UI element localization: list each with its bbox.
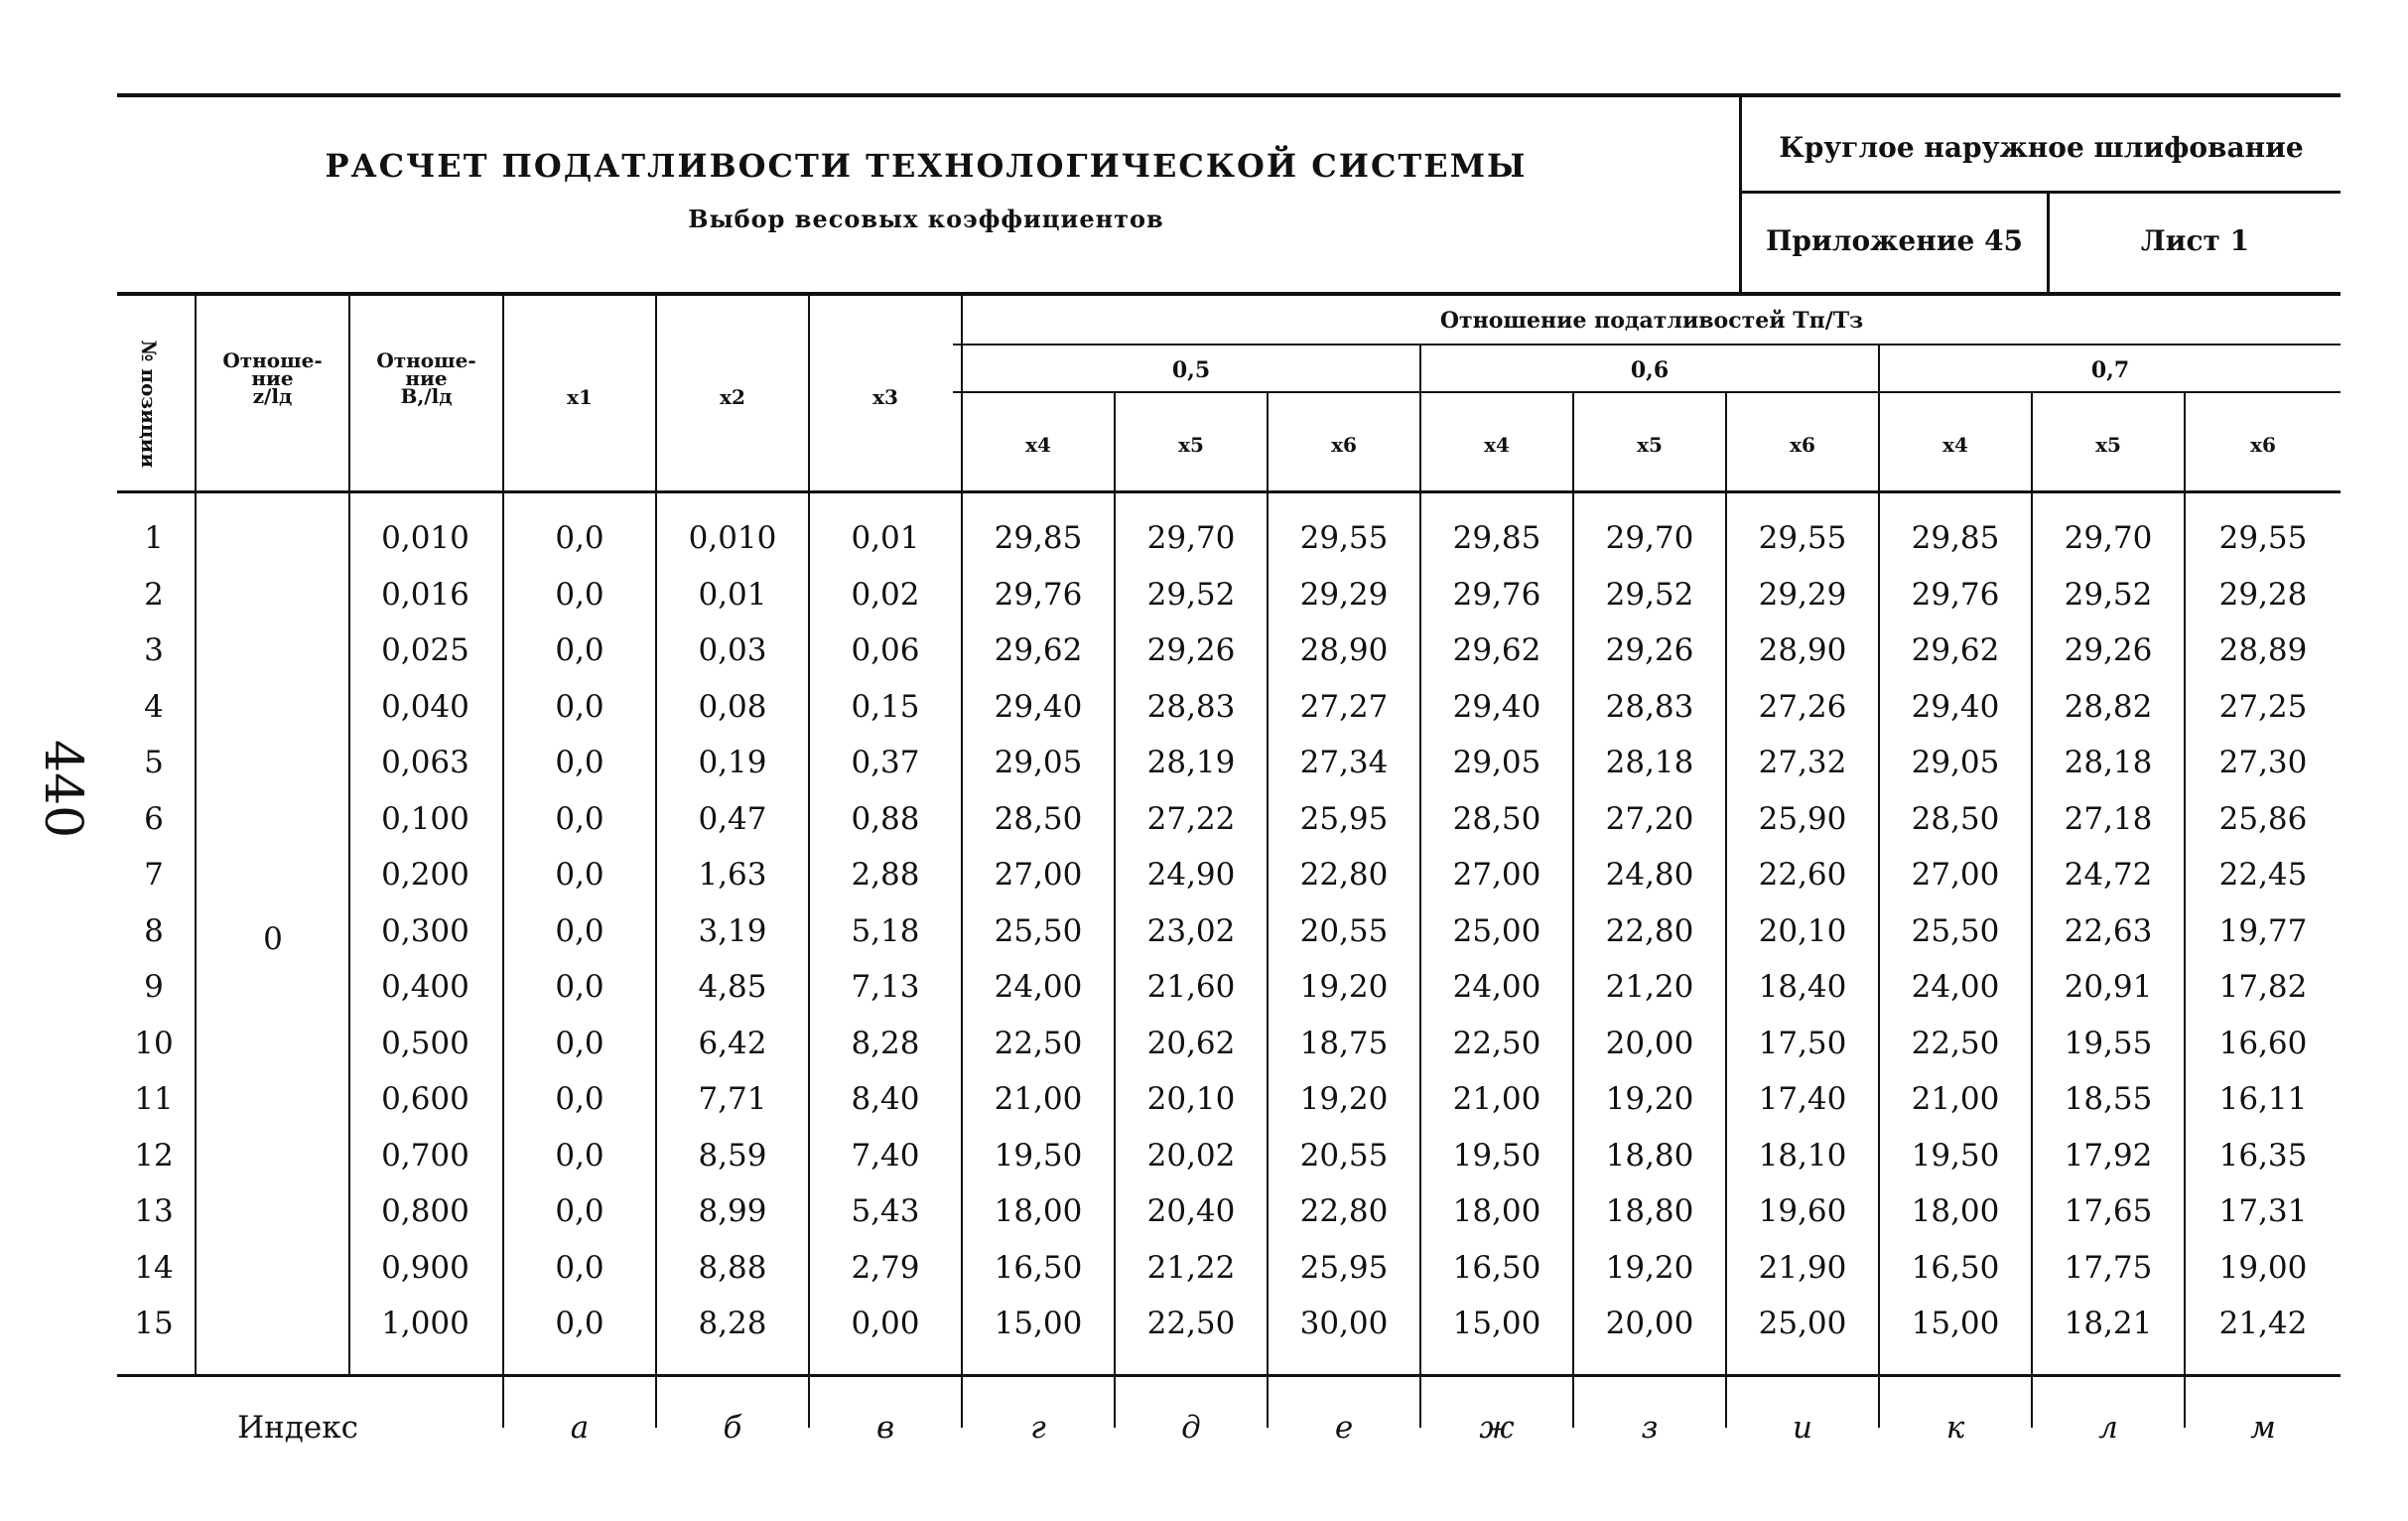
table-cell: 29,76 xyxy=(994,577,1083,613)
table-cell: 0,0 xyxy=(555,1081,604,1117)
table-cell: 17,31 xyxy=(2218,1193,2308,1229)
table-cell: 4,85 xyxy=(698,969,767,1005)
index-letter: г xyxy=(1030,1410,1046,1446)
table-cell: 0,01 xyxy=(698,577,767,613)
table-cell: 0,0 xyxy=(555,632,604,668)
table-cell: 17,50 xyxy=(1758,1026,1847,1061)
index-letter: д xyxy=(1181,1410,1201,1446)
table-cell: 0,08 xyxy=(698,689,767,725)
table-cell: 0,010 xyxy=(688,520,777,556)
table-cell: 29,85 xyxy=(1911,520,2000,556)
table-cell: 20,00 xyxy=(1605,1306,1694,1341)
table-cell: 29,28 xyxy=(2218,577,2308,613)
table-top-rule xyxy=(117,292,2341,296)
table-cell: 21,20 xyxy=(1605,969,1694,1005)
table-cell: 27,22 xyxy=(1146,801,1236,837)
table-cell: 29,85 xyxy=(1452,520,1541,556)
index-letter: и xyxy=(1793,1410,1812,1446)
process-name: Круглое наружное шлифование xyxy=(1779,131,2304,164)
table-cell: 29,52 xyxy=(2064,577,2153,613)
table-cell: 0,010 xyxy=(381,520,469,556)
table-cell: 20,55 xyxy=(1299,913,1389,949)
table-cell: 19,77 xyxy=(2218,913,2308,949)
index-label: Индекс xyxy=(237,1410,358,1446)
table-cell: 18,80 xyxy=(1605,1138,1694,1174)
table-cell: 0,500 xyxy=(381,1026,469,1061)
table-cell: 24,80 xyxy=(1605,857,1694,893)
table-cell: 28,50 xyxy=(994,801,1083,837)
table-cell: 25,86 xyxy=(2218,801,2308,837)
g3-x4-header: x4 xyxy=(1942,433,1968,457)
table-cell: 16,50 xyxy=(1452,1250,1541,1286)
table-cell: 28,18 xyxy=(1605,745,1694,780)
table-cell: 8,40 xyxy=(851,1081,920,1117)
table-cell: 0,400 xyxy=(381,969,469,1005)
table-cell: 28,83 xyxy=(1605,689,1694,725)
table-cell: 27,34 xyxy=(1299,745,1389,780)
header-bottom-rule xyxy=(117,490,2341,493)
index-letter: л xyxy=(2098,1410,2118,1446)
table-cell: 7,71 xyxy=(698,1081,767,1117)
table-cell: 29,62 xyxy=(1911,632,2000,668)
table-cell: 29,26 xyxy=(1605,632,1694,668)
table-cell: 0,016 xyxy=(381,577,469,613)
table-cell: 0,0 xyxy=(555,857,604,893)
table-cell: 0,0 xyxy=(555,1250,604,1286)
table-cell: 28,89 xyxy=(2218,632,2308,668)
table-cell: 29,40 xyxy=(1452,689,1541,725)
table-cell: 25,95 xyxy=(1299,1250,1389,1286)
table-cell: 27,26 xyxy=(1758,689,1847,725)
table-cell: 29,40 xyxy=(994,689,1083,725)
table-cell: 29,55 xyxy=(2218,520,2308,556)
table-cell: 27,20 xyxy=(1605,801,1694,837)
g3-x6-header: x6 xyxy=(2250,433,2276,457)
g1-x5-header: x5 xyxy=(1178,433,1204,457)
table-cell: 5,18 xyxy=(851,913,920,949)
table-cell: 21,00 xyxy=(994,1081,1083,1117)
table-cell: 0,0 xyxy=(555,801,604,837)
index-letter: м xyxy=(2250,1410,2276,1446)
table-cell: 20,00 xyxy=(1605,1026,1694,1061)
table-cell: 0,100 xyxy=(381,801,469,837)
group-0-5: 0,5 xyxy=(1171,357,1211,383)
table-cell: 28,83 xyxy=(1146,689,1236,725)
g1-x4-header: x4 xyxy=(1025,433,1051,457)
table-cell: 17,92 xyxy=(2064,1138,2153,1174)
top-rule xyxy=(117,93,2341,97)
table-cell: 29,29 xyxy=(1758,577,1847,613)
table-cell: 18,21 xyxy=(2064,1306,2153,1341)
table-cell: 29,26 xyxy=(1146,632,1236,668)
table-cell: 0,06 xyxy=(851,632,920,668)
table-cell: 16,60 xyxy=(2218,1026,2308,1061)
table-cell: 29,55 xyxy=(1758,520,1847,556)
table-cell: 0,03 xyxy=(698,632,767,668)
table-cell: 0,15 xyxy=(851,689,920,725)
table-cell: 29,76 xyxy=(1911,577,2000,613)
x3-header: x3 xyxy=(872,385,898,409)
table-cell: 18,80 xyxy=(1605,1193,1694,1229)
table-cell: 7,40 xyxy=(851,1138,920,1174)
table-cell: 0,300 xyxy=(381,913,469,949)
page-subtitle: Выбор весовых коэффициентов xyxy=(688,205,1164,233)
table-cell: 27,18 xyxy=(2064,801,2153,837)
table-cell: 18,10 xyxy=(1758,1138,1847,1174)
table-cell: 8,99 xyxy=(698,1193,767,1229)
table-cell: 27,32 xyxy=(1758,745,1847,780)
table-cell: 30,00 xyxy=(1299,1306,1389,1341)
table-cell: 18,55 xyxy=(2064,1081,2153,1117)
header-divider xyxy=(1739,97,1742,292)
table-cell: 0,0 xyxy=(555,689,604,725)
table-cell: 19,00 xyxy=(2218,1250,2308,1286)
group-0-7: 0,7 xyxy=(2090,357,2130,383)
row-number: 13 xyxy=(134,1193,174,1229)
table-cell: 18,00 xyxy=(1911,1193,2000,1229)
table-cell: 29,05 xyxy=(994,745,1083,780)
row-number: 10 xyxy=(134,1026,174,1061)
table-cell: 22,60 xyxy=(1758,857,1847,893)
table-cell: 22,50 xyxy=(1146,1306,1236,1341)
g2-x5-header: x5 xyxy=(1637,433,1663,457)
g2-x6-header: x6 xyxy=(1790,433,1815,457)
index-letter: ж xyxy=(1479,1410,1515,1446)
table-cell: 20,40 xyxy=(1146,1193,1236,1229)
table-cell: 20,55 xyxy=(1299,1138,1389,1174)
table-cell: 16,50 xyxy=(994,1250,1083,1286)
z-ratio-header: Отноше- ние z/lд xyxy=(222,348,323,408)
table-cell: 21,60 xyxy=(1146,969,1236,1005)
appendix-label: Приложение 45 xyxy=(1765,224,2024,257)
table-cell: 28,82 xyxy=(2064,689,2153,725)
subgroup-rule xyxy=(953,391,2341,393)
table-cell: 0,0 xyxy=(555,969,604,1005)
g2-x4-header: x4 xyxy=(1484,433,1510,457)
index-letter: а xyxy=(570,1410,590,1446)
table-bottom-rule xyxy=(117,1374,2341,1377)
table-cell: 29,29 xyxy=(1299,577,1389,613)
table-cell: 23,02 xyxy=(1146,913,1236,949)
table-cell: 16,11 xyxy=(2218,1081,2308,1117)
table-cell: 8,28 xyxy=(851,1026,920,1061)
table-cell: 29,52 xyxy=(1146,577,1236,613)
compliance-ratio-header: Отношение податливостей Tп/Tз xyxy=(1439,308,1864,334)
page-number: 440 xyxy=(33,740,92,839)
z-ratio-value: 0 xyxy=(263,921,283,957)
table-cell: 21,00 xyxy=(1452,1081,1541,1117)
table-cell: 29,85 xyxy=(994,520,1083,556)
table-cell: 19,50 xyxy=(1452,1138,1541,1174)
x2-header: x2 xyxy=(720,385,745,409)
table-cell: 20,02 xyxy=(1146,1138,1236,1174)
table-cell: 27,00 xyxy=(994,857,1083,893)
table-cell: 2,79 xyxy=(851,1250,920,1286)
table-cell: 22,50 xyxy=(1452,1026,1541,1061)
table-cell: 25,90 xyxy=(1758,801,1847,837)
table-cell: 0,01 xyxy=(851,520,920,556)
row-number: 7 xyxy=(144,857,164,893)
row-number: 15 xyxy=(134,1306,174,1341)
table-cell: 18,75 xyxy=(1299,1026,1389,1061)
table-cell: 20,91 xyxy=(2064,969,2153,1005)
group-0-6: 0,6 xyxy=(1630,357,1670,383)
table-cell: 0,88 xyxy=(851,801,920,837)
g1-x6-header: x6 xyxy=(1331,433,1357,457)
table-cell: 18,00 xyxy=(994,1193,1083,1229)
row-number: 5 xyxy=(144,745,164,780)
table-cell: 29,76 xyxy=(1452,577,1541,613)
table-cell: 0,800 xyxy=(381,1193,469,1229)
table-cell: 24,00 xyxy=(1452,969,1541,1005)
table-cell: 0,19 xyxy=(698,745,767,780)
table-cell: 17,82 xyxy=(2218,969,2308,1005)
table-cell: 15,00 xyxy=(1452,1306,1541,1341)
table-cell: 3,19 xyxy=(698,913,767,949)
table-cell: 28,18 xyxy=(2064,745,2153,780)
table-cell: 27,00 xyxy=(1911,857,2000,893)
table-cell: 28,90 xyxy=(1299,632,1389,668)
table-cell: 0,025 xyxy=(381,632,469,668)
table-cell: 21,00 xyxy=(1911,1081,2000,1117)
table-cell: 16,50 xyxy=(1911,1250,2000,1286)
table-cell: 20,10 xyxy=(1146,1081,1236,1117)
table-cell: 0,02 xyxy=(851,577,920,613)
table-cell: 0,0 xyxy=(555,577,604,613)
table-cell: 0,600 xyxy=(381,1081,469,1117)
table-cell: 0,0 xyxy=(555,1026,604,1061)
table-cell: 0,700 xyxy=(381,1138,469,1174)
table-cell: 29,62 xyxy=(1452,632,1541,668)
x1-header: x1 xyxy=(567,385,593,409)
table-cell: 19,20 xyxy=(1605,1081,1694,1117)
table-cell: 28,50 xyxy=(1911,801,2000,837)
table-cell: 19,20 xyxy=(1299,1081,1389,1117)
table-cell: 8,59 xyxy=(698,1138,767,1174)
table-cell: 27,00 xyxy=(1452,857,1541,893)
row-number: 8 xyxy=(144,913,164,949)
b-ratio-header: Отноше- ние B,/lд xyxy=(376,348,476,408)
table-cell: 19,20 xyxy=(1299,969,1389,1005)
page-title: РАСЧЕТ ПОДАТЛИВОСТИ ТЕХНОЛОГИЧЕСКОЙ СИСТЕМЫ xyxy=(325,147,1528,185)
table-cell: 25,00 xyxy=(1758,1306,1847,1341)
table-cell: 19,55 xyxy=(2064,1026,2153,1061)
table-cell: 5,43 xyxy=(851,1193,920,1229)
table-cell: 25,50 xyxy=(994,913,1083,949)
table-cell: 0,0 xyxy=(555,520,604,556)
table-cell: 18,40 xyxy=(1758,969,1847,1005)
table-cell: 0,200 xyxy=(381,857,469,893)
table-cell: 1,63 xyxy=(698,857,767,893)
table-cell: 2,88 xyxy=(851,857,920,893)
table-cell: 28,19 xyxy=(1146,745,1236,780)
table-cell: 29,70 xyxy=(1146,520,1236,556)
table-cell: 28,90 xyxy=(1758,632,1847,668)
table-cell: 25,95 xyxy=(1299,801,1389,837)
index-letter: б xyxy=(723,1410,742,1446)
table-cell: 0,0 xyxy=(555,913,604,949)
table-cell: 15,00 xyxy=(994,1306,1083,1341)
table-cell: 29,62 xyxy=(994,632,1083,668)
table-cell: 0,00 xyxy=(851,1306,920,1341)
table-cell: 20,62 xyxy=(1146,1026,1236,1061)
row-number: 1 xyxy=(144,520,164,556)
table-cell: 28,50 xyxy=(1452,801,1541,837)
table-cell: 24,72 xyxy=(2064,857,2153,893)
index-letter: е xyxy=(1334,1410,1354,1446)
table-cell: 22,80 xyxy=(1605,913,1694,949)
table-cell: 0,0 xyxy=(555,1306,604,1341)
table-cell: 29,55 xyxy=(1299,520,1389,556)
table-cell: 0,040 xyxy=(381,689,469,725)
table-cell: 24,00 xyxy=(1911,969,2000,1005)
table-cell: 29,05 xyxy=(1911,745,2000,780)
table-cell: 29,52 xyxy=(1605,577,1694,613)
row-number: 2 xyxy=(144,577,164,613)
table-cell: 7,13 xyxy=(851,969,920,1005)
table-cell: 17,40 xyxy=(1758,1081,1847,1117)
table-cell: 17,65 xyxy=(2064,1193,2153,1229)
table-cell: 27,25 xyxy=(2218,689,2308,725)
table-cell: 25,50 xyxy=(1911,913,2000,949)
row-number: 12 xyxy=(134,1138,174,1174)
table-cell: 29,26 xyxy=(2064,632,2153,668)
table-cell: 0,0 xyxy=(555,745,604,780)
table-cell: 29,70 xyxy=(2064,520,2153,556)
index-letter: в xyxy=(875,1410,895,1446)
table-cell: 0,0 xyxy=(555,1138,604,1174)
table-cell: 22,63 xyxy=(2064,913,2153,949)
row-number: 3 xyxy=(144,632,164,668)
table-cell: 19,50 xyxy=(994,1138,1083,1174)
table-cell: 8,88 xyxy=(698,1250,767,1286)
table-cell: 22,45 xyxy=(2218,857,2308,893)
table-cell: 6,42 xyxy=(698,1026,767,1061)
table-cell: 19,50 xyxy=(1911,1138,2000,1174)
table-cell: 17,75 xyxy=(2064,1250,2153,1286)
table-cell: 20,10 xyxy=(1758,913,1847,949)
table-cell: 27,30 xyxy=(2218,745,2308,780)
row-number: 6 xyxy=(144,801,164,837)
table-cell: 22,80 xyxy=(1299,1193,1389,1229)
group-rule xyxy=(953,344,2341,346)
table-cell: 0,063 xyxy=(381,745,469,780)
table-cell: 1,000 xyxy=(381,1306,469,1341)
index-letter: к xyxy=(1945,1410,1965,1446)
table-cell: 19,60 xyxy=(1758,1193,1847,1229)
header-right-rule xyxy=(1739,191,2341,194)
table-cell: 18,00 xyxy=(1452,1193,1541,1229)
table-cell: 8,28 xyxy=(698,1306,767,1341)
table-cell: 25,00 xyxy=(1452,913,1541,949)
table-cell: 22,50 xyxy=(994,1026,1083,1061)
table-cell: 24,90 xyxy=(1146,857,1236,893)
table-cell: 22,80 xyxy=(1299,857,1389,893)
row-number: 14 xyxy=(134,1250,174,1286)
row-number: 9 xyxy=(144,969,164,1005)
table-cell: 29,70 xyxy=(1605,520,1694,556)
index-letter: з xyxy=(1641,1410,1659,1446)
table-cell: 21,90 xyxy=(1758,1250,1847,1286)
table-cell: 24,00 xyxy=(994,969,1083,1005)
table-cell: 15,00 xyxy=(1911,1306,2000,1341)
sheet-label: Лист 1 xyxy=(2140,224,2250,257)
row-number: 11 xyxy=(134,1081,174,1117)
table-cell: 29,40 xyxy=(1911,689,2000,725)
table-cell: 19,20 xyxy=(1605,1250,1694,1286)
table-cell: 0,0 xyxy=(555,1193,604,1229)
table-cell: 0,900 xyxy=(381,1250,469,1286)
table-cell: 21,22 xyxy=(1146,1250,1236,1286)
position-column-header: № позиции xyxy=(137,340,161,469)
table-cell: 21,42 xyxy=(2218,1306,2308,1341)
table-cell: 0,37 xyxy=(851,745,920,780)
table-cell: 0,47 xyxy=(698,801,767,837)
g3-x5-header: x5 xyxy=(2095,433,2121,457)
table-cell: 22,50 xyxy=(1911,1026,2000,1061)
table-cell: 16,35 xyxy=(2218,1138,2308,1174)
table-cell: 27,27 xyxy=(1299,689,1389,725)
table-cell: 29,05 xyxy=(1452,745,1541,780)
row-number: 4 xyxy=(144,689,164,725)
